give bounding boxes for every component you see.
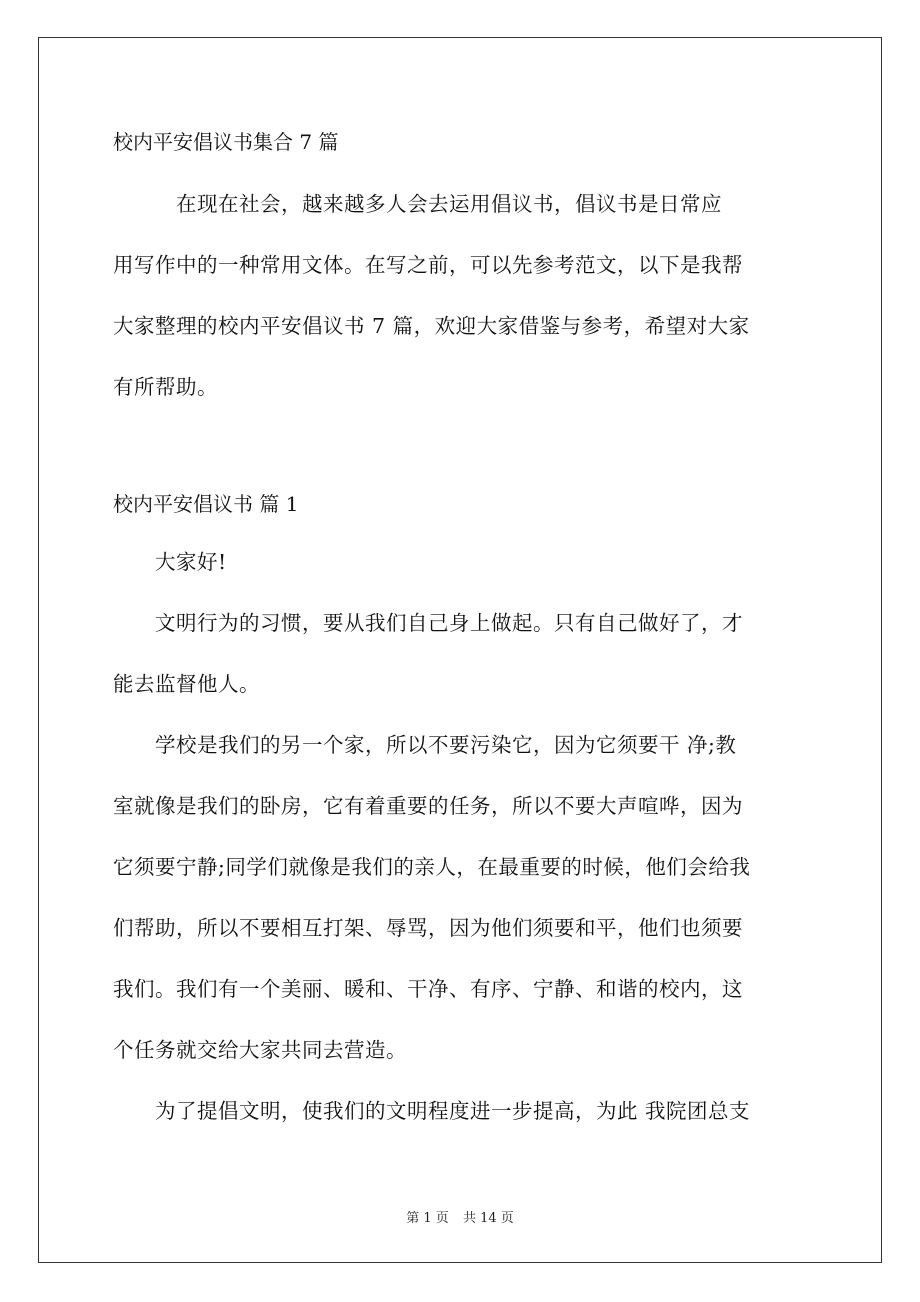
spacer (113, 426, 813, 482)
text-line: 为了提倡文明，使我们的文明程度进一步提高，为此 我院团总支 (113, 1099, 751, 1123)
text-line: 学校是我们的另一个家，所以不要污染它，因为它须要干 净;教 (113, 733, 737, 757)
page-number: 第 1 页 (406, 1211, 449, 1226)
text-line: 它须要宁静;同学们就像是我们的亲人，在最重要的时候，他们会给我 (113, 855, 751, 879)
document-title: 校内平安倡议书集合 7 篇 (113, 130, 339, 154)
text-line: 有所帮助。 (113, 375, 218, 399)
text-line: 个任务就交给大家共同去营造。 (113, 1038, 407, 1062)
text-line: 大家整理的校内平安倡议书 7 篇，欢迎大家借鉴与参考，希望对大家 (113, 314, 750, 338)
page-total: 共 14 页 (462, 1211, 514, 1226)
text-line: 大家好! (113, 550, 227, 574)
section-heading: 校内平安倡议书 篇 1 (113, 492, 299, 516)
document-body (113, 120, 813, 1150)
page-footer (0, 1207, 920, 1226)
text-line: 在现在社会，越来越多人会去运用倡议书，倡议书是日常应 (113, 192, 722, 216)
text-line: 文明行为的习惯，要从我们自己身上做起。只有自己做好了，才 (113, 611, 743, 635)
intro-paragraph (113, 182, 813, 426)
text-line: 我们。我们有一个美丽、暖和、干净、有序、宁静、和谐的校内，这 (113, 977, 743, 1001)
text-line: 们帮助，所以不要相互打架、辱骂，因为他们须要和平，他们也须要 (113, 916, 743, 940)
section-body (113, 540, 813, 1150)
text-line: 用写作中的一种常用文体。在写之前，可以先参考范文，以下是我帮 (113, 253, 743, 277)
text-line: 能去监督他人。 (113, 672, 260, 696)
text-line: 室就像是我们的卧房，它有着重要的任务，所以不要大声喧哗，因为 (113, 794, 743, 818)
